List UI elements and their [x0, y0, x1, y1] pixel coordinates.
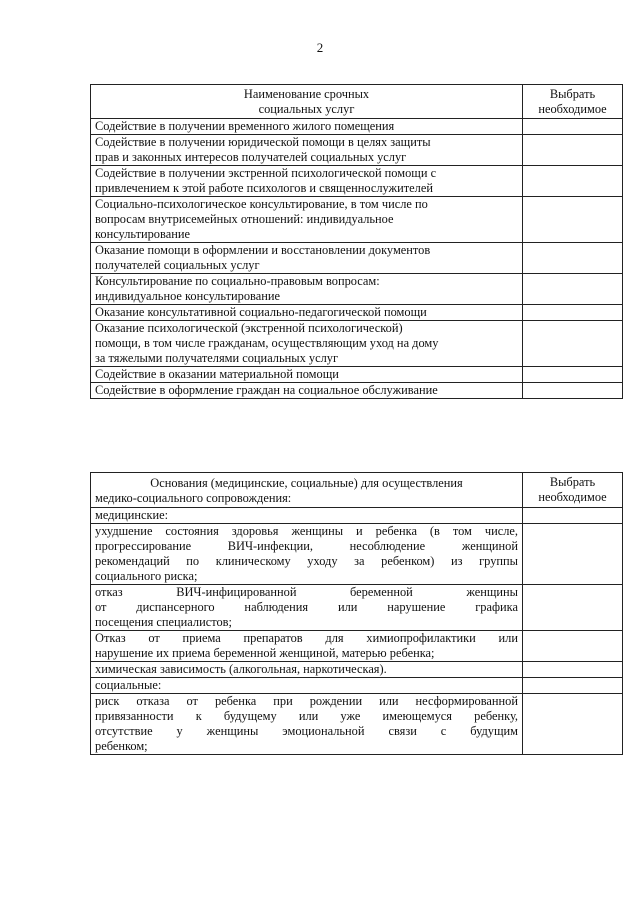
row-text-line: получателей социальных услуг — [95, 258, 260, 272]
row-text-line: привязанности к будущему или уже имеющемуся ребенку, — [95, 709, 518, 723]
row-text-line: Содействие в оказании материальной помощи — [95, 367, 339, 381]
select-needed-cell[interactable] — [523, 508, 623, 524]
row-text-line: привлечением к этой работе психологов и священнослужителей — [95, 181, 433, 195]
select-needed-cell[interactable] — [523, 585, 623, 631]
select-needed-cell[interactable] — [523, 197, 623, 243]
row-text-line: Отказ от приема препаратов для химиопрофилактики или — [95, 631, 518, 645]
row-text-line: Социально-психологическое консультирование, в том числе по — [95, 197, 428, 211]
header-line: Выбрать — [549, 87, 596, 101]
row-label-cell — [91, 631, 523, 662]
table-row — [91, 119, 623, 135]
row-label-cell — [91, 678, 523, 694]
table-row — [91, 367, 623, 383]
row-label-cell — [91, 383, 523, 399]
select-needed-cell[interactable] — [523, 678, 623, 694]
row-label-cell — [91, 274, 523, 305]
grounds-table-body — [91, 508, 623, 755]
choose-column-header — [523, 85, 623, 119]
row-text-line: медицинские: — [95, 508, 169, 522]
table-row — [91, 508, 623, 524]
row-text-line: за тяжелыми получателями социальных услуг — [95, 351, 339, 365]
row-text-line: Оказание помощи в оформлении и восстановлении документов — [95, 243, 431, 257]
choose-column-header — [523, 473, 623, 508]
table-row — [91, 694, 623, 755]
select-needed-cell[interactable] — [523, 135, 623, 166]
row-label-cell — [91, 305, 523, 321]
table-row — [91, 678, 623, 694]
medical-social-grounds-table — [90, 472, 623, 755]
select-needed-cell[interactable] — [523, 305, 623, 321]
row-text-line: помощи, в том числе гражданам, осуществляющим уход на дому — [95, 336, 439, 350]
row-text-line: Содействие в оформление граждан на социальное обслуживание — [95, 383, 438, 397]
select-needed-cell[interactable] — [523, 166, 623, 197]
services-table-body — [91, 119, 623, 399]
table-row — [91, 585, 623, 631]
services-column-header — [91, 85, 523, 119]
select-needed-cell[interactable] — [523, 662, 623, 678]
row-text-line: посещения специалистов; — [95, 615, 232, 629]
select-needed-cell[interactable] — [523, 383, 623, 399]
row-text-line: ухудшение состояния здоровья женщины и ребенка (в том числе, — [95, 524, 518, 538]
row-text-line: нарушение их приема беременной женщиной, матерью ребенка; — [95, 646, 435, 660]
table-header-row — [91, 85, 623, 119]
table-row — [91, 383, 623, 399]
row-label-cell — [91, 321, 523, 367]
row-text-line: социальные: — [95, 678, 162, 692]
table-row — [91, 274, 623, 305]
row-text-line: Содействие в получении экстренной психологической помощи с — [95, 166, 437, 180]
row-label-cell — [91, 166, 523, 197]
row-label-cell — [91, 119, 523, 135]
row-label-cell — [91, 524, 523, 585]
select-needed-cell[interactable] — [523, 631, 623, 662]
table-row — [91, 197, 623, 243]
table-row — [91, 321, 623, 367]
page-number: 2 — [316, 40, 324, 55]
header-line: Наименование срочных — [243, 87, 370, 101]
row-label-cell — [91, 585, 523, 631]
header-line: Основания (медицинские, социальные) для осуществления — [150, 476, 463, 490]
header-line: медико-социального сопровождения: — [95, 491, 292, 505]
row-text-line: химическая зависимость (алкогольная, наркотическая). — [95, 662, 387, 676]
row-text-line: отказ ВИЧ-инфицированной беременной женщины — [95, 585, 518, 599]
table-row — [91, 631, 623, 662]
row-text-line: риск отказа от ребенка при рождении или несформированной — [95, 694, 518, 708]
select-needed-cell[interactable] — [523, 694, 623, 755]
select-needed-cell[interactable] — [523, 367, 623, 383]
row-text-line: от диспансерного наблюдения или нарушение графика — [95, 600, 518, 614]
table-row — [91, 166, 623, 197]
row-text-line: вопросам внутрисемейных отношений: индивидуальное — [95, 212, 394, 226]
select-needed-cell[interactable] — [523, 321, 623, 367]
row-text-line: отсутствие у женщины эмоциональной связи с будущим — [95, 724, 518, 738]
row-text-line: рекомендаций по клиническому уходу за ребенком) из группы — [95, 554, 518, 568]
row-label-cell — [91, 694, 523, 755]
table-row — [91, 243, 623, 274]
select-needed-cell[interactable] — [523, 524, 623, 585]
header-line: социальных услуг — [258, 102, 355, 116]
urgent-services-table — [90, 84, 623, 399]
table-row — [91, 662, 623, 678]
row-label-cell — [91, 367, 523, 383]
select-needed-cell[interactable] — [523, 243, 623, 274]
row-text-line: Оказание консультативной социально-педагогической помощи — [95, 305, 427, 319]
grounds-column-header — [91, 473, 523, 508]
row-label-cell — [91, 243, 523, 274]
table-row — [91, 135, 623, 166]
row-text-line: ребенком; — [95, 739, 148, 753]
table-row — [91, 524, 623, 585]
select-needed-cell[interactable] — [523, 119, 623, 135]
row-text-line: социального риска; — [95, 569, 198, 583]
row-label-cell — [91, 508, 523, 524]
row-text-line: Консультирование по социально-правовым вопросам: — [95, 274, 380, 288]
row-text-line: индивидуальное консультирование — [95, 289, 280, 303]
row-text-line: Содействие в получении временного жилого помещения — [95, 119, 395, 133]
row-text-line: консультирование — [95, 227, 190, 241]
header-line: необходимое — [538, 102, 607, 116]
row-label-cell — [91, 662, 523, 678]
row-text-line: прав и законных интересов получателей социальных услуг — [95, 150, 407, 164]
header-line: необходимое — [538, 490, 607, 504]
row-label-cell — [91, 135, 523, 166]
row-label-cell — [91, 197, 523, 243]
select-needed-cell[interactable] — [523, 274, 623, 305]
row-text-line: Оказание психологической (экстренной психологической) — [95, 321, 403, 335]
row-text-line: Содействие в получении юридической помощи в целях защиты — [95, 135, 431, 149]
header-line: Выбрать — [549, 475, 596, 489]
table-header-row — [91, 473, 623, 508]
table-row — [91, 305, 623, 321]
row-text-line: прогрессирование ВИЧ-инфекции, несоблюдение женщиной — [95, 539, 518, 553]
